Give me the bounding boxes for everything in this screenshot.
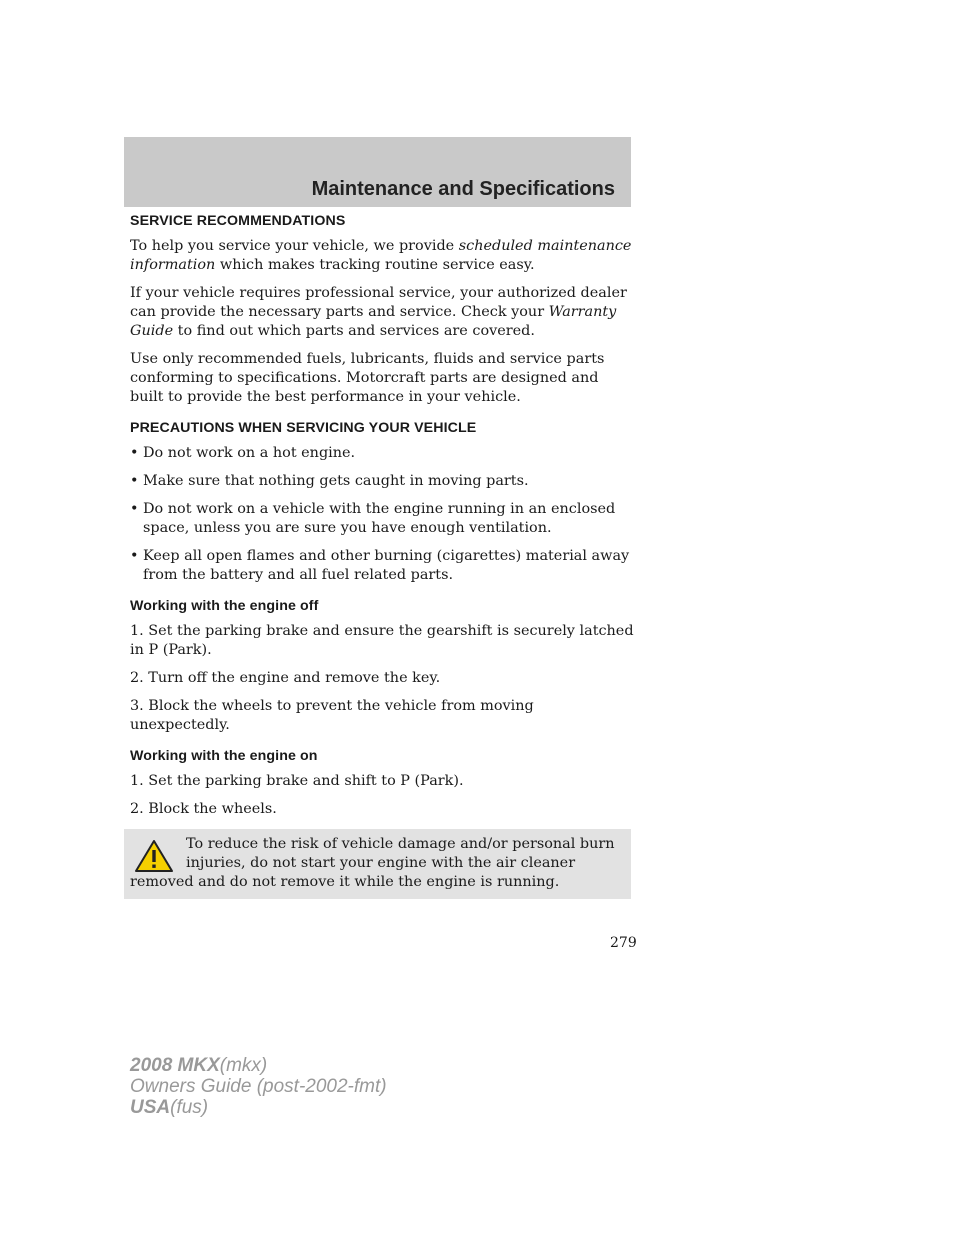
list-item-text: Keep all open flames and other burning (cigarettes) material away from the battery and all fuel related parts. xyxy=(143,548,630,583)
text-fragment: To help you service your vehicle, we provide xyxy=(130,238,459,254)
footer-market: USA xyxy=(130,1097,171,1118)
step-item: 2. Block the wheels. xyxy=(130,801,277,817)
footer-market-code: (fus) xyxy=(170,1097,209,1118)
page-number: 279 xyxy=(610,935,637,951)
paragraph-recommended-parts: Use only recommended fuels, lubricants, fluids and service parts conforming to specifications. Motorcraft parts are designed and built to provide the best performance in your vehicle. xyxy=(130,351,605,405)
list-item-text: Do not work on a vehicle with the engine running in an enclosed space, unless you are sure you have enough ventilation. xyxy=(143,501,616,536)
list-item xyxy=(130,444,635,463)
page-content xyxy=(130,212,635,899)
text-fragment: If your vehicle requires professional service, your authorized dealer can provide the necessary parts and service. Check your xyxy=(130,285,627,320)
heading-engine-off: Working with the engine off xyxy=(130,598,319,614)
step-item: 1. Set the parking brake and ensure the gearshift is securely latched in P (Park). xyxy=(130,623,634,658)
list-item xyxy=(130,547,635,585)
step-item: 3. Block the wheels to prevent the vehicle from moving unexpectedly. xyxy=(130,698,534,733)
footer-line-model xyxy=(130,1055,387,1076)
engine-off-steps xyxy=(130,622,635,735)
bullet-mark: • xyxy=(130,445,139,461)
list-item xyxy=(130,472,635,491)
heading-engine-on: Working with the engine on xyxy=(130,748,318,764)
section-header-title: Maintenance and Specifications xyxy=(311,178,615,200)
heading-precautions: PRECAUTIONS WHEN SERVICING YOUR VEHICLE xyxy=(130,420,477,436)
footer-line-market xyxy=(130,1097,387,1118)
document-footer xyxy=(130,1055,387,1118)
paragraph-professional-service xyxy=(130,284,635,341)
heading-service-recommendations: SERVICE RECOMMENDATIONS xyxy=(130,213,346,229)
text-fragment: to find out which parts and services are covered. xyxy=(173,323,535,339)
precautions-list xyxy=(130,444,635,585)
footer-model: 2008 MKX xyxy=(130,1055,220,1076)
warning-triangle-icon xyxy=(134,839,174,873)
list-item-text: Do not work on a hot engine. xyxy=(143,445,356,461)
list-item-text: Make sure that nothing gets caught in moving parts. xyxy=(143,473,529,489)
section-header-bar xyxy=(124,137,631,207)
step-item: 2. Turn off the engine and remove the key. xyxy=(130,670,441,686)
footer-line-guide: Owners Guide (post-2002-fmt) xyxy=(130,1076,387,1097)
footer-model-code: (mkx) xyxy=(219,1055,268,1076)
bullet-mark: • xyxy=(130,548,139,564)
warning-box xyxy=(124,829,631,899)
warning-text: To reduce the risk of vehicle damage and/or personal burn injuries, do not start your engine with the air cleaner removed and do not remove it while the engine is running. xyxy=(130,836,615,890)
step-item: 1. Set the parking brake and shift to P (Park). xyxy=(130,773,464,789)
engine-on-steps xyxy=(130,772,635,819)
paragraph-scheduled-maintenance xyxy=(130,237,635,275)
list-item xyxy=(130,500,635,538)
bullet-mark: • xyxy=(130,473,139,489)
bullet-mark: • xyxy=(130,501,139,517)
italic-reference: scheduled maintenance information xyxy=(130,238,632,273)
text-fragment: which makes tracking routine service easy. xyxy=(215,257,535,273)
italic-reference: Warranty Guide xyxy=(130,304,617,339)
